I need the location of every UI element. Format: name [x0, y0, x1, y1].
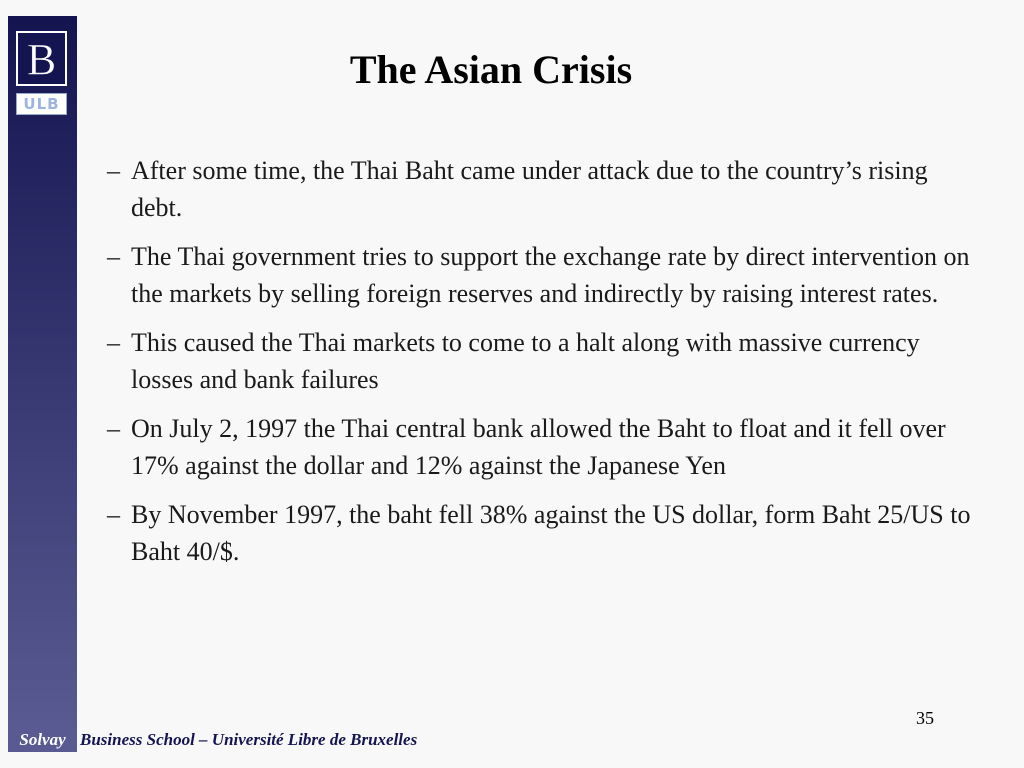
page-number: 35: [916, 708, 934, 728]
bullet-text: This caused the Thai markets to come to a halt along with massive currency losses and bank failures: [131, 328, 920, 394]
bullet-text: By November 1997, the baht fell 38% against the US dollar, form Baht 25/US to Baht 40/$.: [131, 500, 971, 566]
bullet-item: [105, 324, 985, 398]
sidebar: [8, 16, 77, 728]
footer-solvay: Solvay: [8, 728, 77, 752]
bullet-item: [105, 152, 985, 226]
bullet-dash: –: [107, 156, 120, 185]
footer-school-name: Business School – Université Libre de Bruxelles: [80, 730, 418, 749]
bullet-item: [105, 410, 985, 484]
logo-letter: B: [26, 35, 57, 84]
bullet-list: [105, 152, 985, 582]
bullet-dash: –: [107, 328, 120, 357]
bullet-item: [105, 496, 985, 570]
slide-title: The Asian Crisis: [349, 47, 633, 92]
bullet-dash: –: [107, 500, 120, 529]
bullet-item: [105, 238, 985, 312]
logo-ulb: ULB: [16, 93, 67, 115]
bullet-text: After some time, the Thai Baht came under attack due to the country’s rising debt.: [131, 156, 928, 222]
bullet-dash: –: [107, 414, 120, 443]
bullet-text: On July 2, 1997 the Thai central bank allowed the Baht to float and it fell over 17% against the dollar and 12% against the Japanese Yen: [131, 414, 946, 480]
bullet-dash: –: [107, 242, 120, 271]
bullet-text: The Thai government tries to support the exchange rate by direct intervention on the markets by selling foreign reserves and indirectly by raising interest rates.: [131, 242, 970, 308]
